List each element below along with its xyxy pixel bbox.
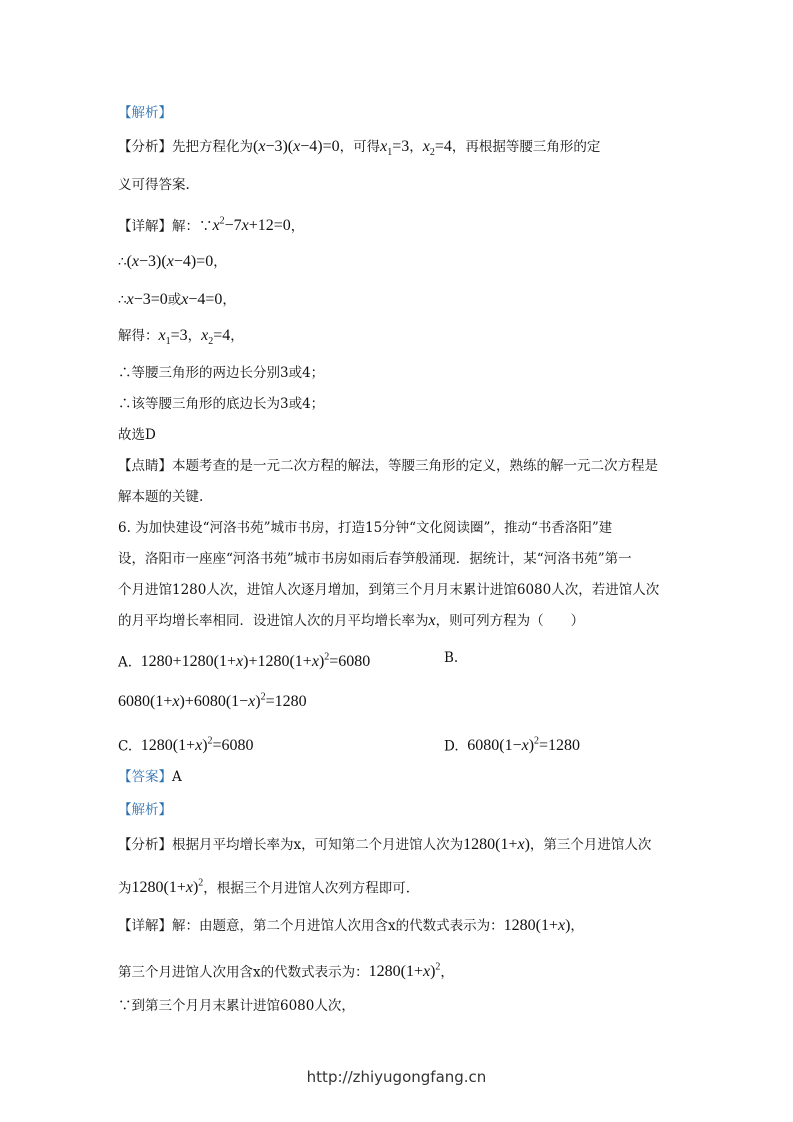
question-line-2: 设，洛阳市一座座“河洛书苑”城市书房如雨后春笋般涌现．据统计，某“河洛书苑”第一 [118,551,632,567]
section-jiexi-2: 【解析】 [118,802,172,818]
remark-line-2: 解本题的关键. [118,489,204,505]
option-c: C. $1280(1+x)^2=6080$ [118,736,254,755]
math-factored: (x−3)(x−4)=0 [253,138,340,155]
question-line-1: 6. 为加快建设“河洛书苑”城市书房，打造15分钟“文化阅读圈”，推动“书香洛阳”建 [118,520,613,536]
option-d: D. $6080(1-x)^2=1280$ [444,736,581,755]
option-a: A. $1280+1280(1+x)+1280(1+x)^2=6080$ [118,652,371,671]
math-equation: $x^2-7x+12=0$ [212,216,291,235]
detail-tag: 【详解】 [118,218,172,235]
section-jiexi-1: 【解析】 [118,105,172,121]
footer-url: http://zhiyugongfang.cn [306,1068,487,1086]
answer-value: A [172,769,182,785]
analysis-line-1: 【分析】先把方程化为(x−3)(x−4)=0，可得$x_1=3$，$x_2=4$，再根据等腰三角形的定 [118,138,601,159]
question-line-3: 个月进馆1280人次，进馆人次逐月增加，到第三个月月末累计进馆6080人次，若进馆人次 [118,582,660,598]
step-4: ∴等腰三角形的两边长分别3或4； [118,365,325,381]
analysis2-line-2: 为$1280(1+x)^2$，根据三个月进馆人次列方程即可. [118,878,411,897]
step-2: ∴x−3=0或x−4=0， [118,291,236,308]
remark-line-1: 【点睛】本题考查的是一元二次方程的解法，等腰三角形的定义，熟练的解一元二次方程是 [118,458,658,474]
analysis-tag: 【分析】 [118,139,172,155]
step-1: ∴(x−3)(x−4)=0， [118,253,227,270]
analysis-line-2: 义可得答案. [118,177,190,193]
detail-line-1: 【详解】解：$\because x^2-7x+12=0$， [118,216,305,235]
analysis2-line-1: 【分析】根据月平均增长率为x，可知第二个月进馆人次为1280(1+x)，第三个月进馆人次 [118,836,652,853]
detail2-line-3: ∵到第三个月月末累计进馆6080人次， [118,998,355,1014]
option-b: $6080(1+x)+6080(1-x)^2=1280$ [118,692,307,711]
step-6: 故选D [118,427,156,443]
step-5: ∴该等腰三角形的底边长为3或4； [118,396,325,412]
step-3: 解得：$x_1=3$，$x_2=4$， [118,327,244,348]
answer-tag: 【答案】 [118,769,172,785]
question-line-4: 的月平均增长率相同．设进馆人次的月平均增长率为x，则可列方程为（ ） [118,612,585,629]
remark-tag: 【点睛】 [118,458,172,474]
detail2-line-1: 【详解】解：由题意，第二个月进馆人次用含x的代数式表示为：1280(1+x)， [118,917,584,934]
answer-line [118,767,182,787]
detail2-line-2: 第三个月进馆人次用含x的代数式表示为：$1280(1+x)^2$， [118,962,454,981]
option-b-label: B. [444,650,459,666]
